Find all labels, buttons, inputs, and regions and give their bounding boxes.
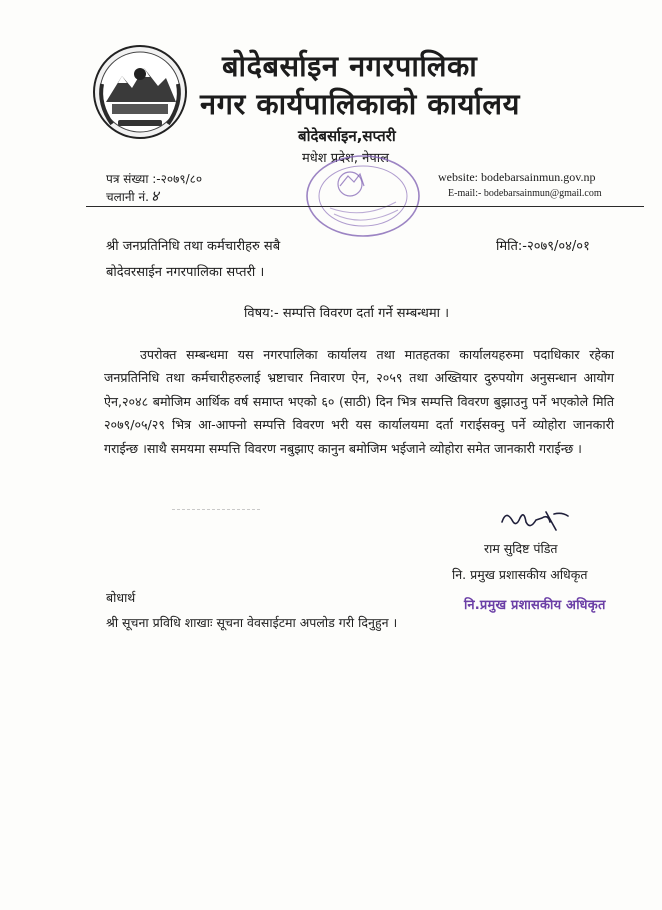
email-link[interactable]: E-mail:- bodebarsainmun@gmail.com [448,188,602,199]
recipient-line2: बोदेवरसाईन नगरपालिका सप्तरी । [106,265,265,280]
signatory-name: राम सुदिष्ट पंडित [484,541,558,556]
letter-number [106,170,202,187]
letter-number-label: पत्र संख्या :- [106,172,161,186]
dispatch-number [106,186,159,206]
dispatch-number-value: ४ [150,187,159,205]
faint-divider [172,509,260,511]
dispatch-number-label: चलानी नं. [106,190,149,204]
website-link[interactable]: website: bodebarsainmun.gov.np [438,170,596,184]
org-province: मधेश प्रदेश, नेपाल [302,151,389,166]
body-paragraph: उपरोक्त सम्बन्धमा यस नगरपालिका कार्यालय तथा मातहतका कार्यालयहरुमा पदाधिकार रहेका जनप्रतिनिधि तथा कर्मचारीहरुलाई भ्रष्टाचार निवारण ऐन, २०५९ तथा अख्तियार दुरुपयोग अनुसन्धान आयोग ऐन,२०४८ बमोजिम आर्थिक वर्ष समाप्त भएको ६० (साठी) दिन भित्र सम्पत्ति विवरण बुझाउनु पर्ने भएकोले मिति २०७९/०५/२९ भित्र आ-आफ्नो सम्पत्ति विवरण भरी यस कार्यालयमा दर्ता गराईसक्नु पर्ने व्योहोरा जानकारी गराईन्छ ।साथै समयमा सम्पत्ति विवरण नबुझाए कानुन बमोजिम भईजाने व्योहोरा समेत जानकारी गराईन्छ । [104,347,614,456]
letter-subject: विषय:- सम्पत्ति विवरण दर्ता गर्ने सम्बन्धमा । [244,306,450,321]
cc-line: श्री सूचना प्रविधि शाखाः सूचना वेवसाईटमा अपलोड गरी दिनुहुन । [106,615,398,630]
designation-stamp: नि.प्रमुख प्रशासकीय अधिकृत [464,598,606,613]
office-round-stamp-icon [300,150,426,242]
recipient-line1: श्री जनप्रतिनिधि तथा कर्मचारीहरु सबै [106,239,281,254]
cc-label: बोधार्थ [106,590,136,605]
org-name-line2: नगर कार्यपालिकाको कार्यालय [200,87,520,121]
letter-date: मिति:-२०७९/०४/०१ [496,239,590,254]
handwritten-signature-icon [496,500,576,540]
letter-body [104,343,614,460]
signatory-title: नि. प्रमुख प्रशासकीय अधिकृत [452,567,588,582]
org-location: बोदेबर्साइन,सप्तरी [298,127,396,145]
header-divider [86,206,644,207]
org-name-line1: बोदेबर्साइन नगरपालिका [222,49,478,83]
letter-number-value: २०७९/८० [160,172,203,186]
municipality-emblem-icon [92,44,188,140]
